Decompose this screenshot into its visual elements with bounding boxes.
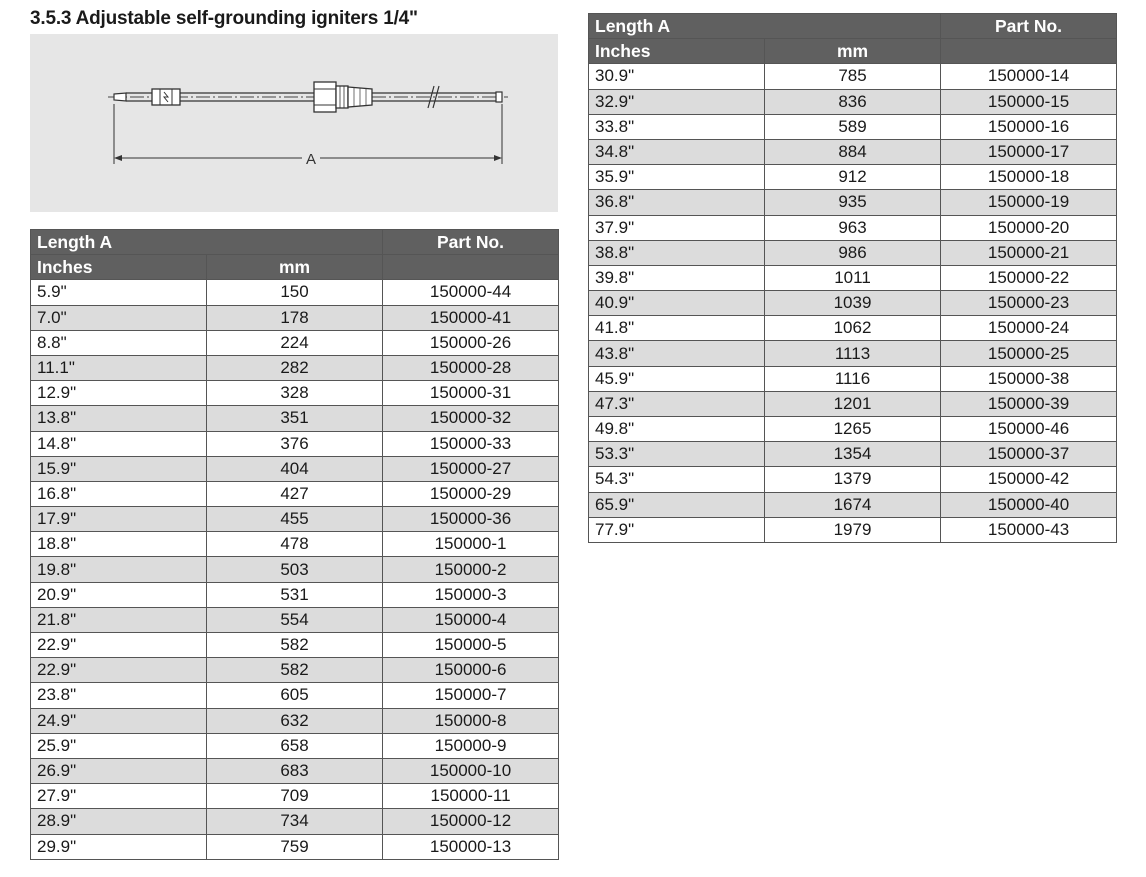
mm-cell: 1039 [765, 291, 941, 316]
inches-cell: 53.3" [589, 442, 765, 467]
part-table-right [588, 13, 1117, 543]
table-subheader-row [589, 39, 1117, 64]
part-no-cell: 150000-13 [383, 834, 559, 859]
mm-cell: 376 [207, 431, 383, 456]
table-row [589, 139, 1117, 164]
part-no-cell: 150000-46 [941, 417, 1117, 442]
inches-header: Inches [589, 39, 765, 64]
table-row [589, 341, 1117, 366]
igniter-drawing [30, 34, 558, 212]
part-no-cell: 150000-23 [941, 291, 1117, 316]
table-row [589, 240, 1117, 265]
mm-cell: 1674 [765, 492, 941, 517]
part-no-cell: 150000-39 [941, 391, 1117, 416]
mm-cell: 836 [765, 89, 941, 114]
mm-cell: 658 [207, 733, 383, 758]
part-no-cell: 150000-24 [941, 316, 1117, 341]
table-row [31, 456, 559, 481]
table-row [31, 834, 559, 859]
table-row [31, 355, 559, 380]
mm-cell: 759 [207, 834, 383, 859]
mm-cell: 605 [207, 683, 383, 708]
inches-cell: 28.9" [31, 809, 207, 834]
table-row [31, 784, 559, 809]
table-row [589, 316, 1117, 341]
mm-cell: 1201 [765, 391, 941, 416]
part-no-subheader [383, 255, 559, 280]
inches-cell: 23.8" [31, 683, 207, 708]
table-row [31, 683, 559, 708]
part-no-cell: 150000-7 [383, 683, 559, 708]
table-row [31, 532, 559, 557]
mm-cell: 1979 [765, 517, 941, 542]
inches-cell: 65.9" [589, 492, 765, 517]
part-no-cell: 150000-20 [941, 215, 1117, 240]
mm-cell: 734 [207, 809, 383, 834]
part-no-cell: 150000-36 [383, 507, 559, 532]
part-no-cell: 150000-21 [941, 240, 1117, 265]
part-no-cell: 150000-4 [383, 607, 559, 632]
part-no-cell: 150000-18 [941, 165, 1117, 190]
inches-cell: 33.8" [589, 114, 765, 139]
inches-cell: 40.9" [589, 291, 765, 316]
table-row [31, 431, 559, 456]
mm-cell: 1379 [765, 467, 941, 492]
part-no-cell: 150000-19 [941, 190, 1117, 215]
table-row [31, 708, 559, 733]
part-no-header: Part No. [941, 14, 1117, 39]
inches-cell: 54.3" [589, 467, 765, 492]
inches-cell: 22.9" [31, 658, 207, 683]
inches-cell: 41.8" [589, 316, 765, 341]
part-no-cell: 150000-40 [941, 492, 1117, 517]
table-row [589, 442, 1117, 467]
part-no-header: Part No. [383, 230, 559, 255]
table-row [31, 481, 559, 506]
part-no-cell: 150000-6 [383, 658, 559, 683]
part-no-cell: 150000-28 [383, 355, 559, 380]
mm-cell: 1265 [765, 417, 941, 442]
inches-cell: 45.9" [589, 366, 765, 391]
inches-cell: 26.9" [31, 758, 207, 783]
inches-cell: 8.8" [31, 330, 207, 355]
table-row [589, 417, 1117, 442]
part-no-cell: 150000-38 [941, 366, 1117, 391]
mm-cell: 1062 [765, 316, 941, 341]
inches-cell: 11.1" [31, 355, 207, 380]
table-row [31, 305, 559, 330]
mm-cell: 1113 [765, 341, 941, 366]
part-no-cell: 150000-41 [383, 305, 559, 330]
table-row [589, 165, 1117, 190]
inches-cell: 49.8" [589, 417, 765, 442]
part-no-cell: 150000-11 [383, 784, 559, 809]
mm-cell: 1116 [765, 366, 941, 391]
table-row [589, 291, 1117, 316]
inches-cell: 27.9" [31, 784, 207, 809]
part-no-cell: 150000-32 [383, 406, 559, 431]
table-row [589, 517, 1117, 542]
inches-cell: 36.8" [589, 190, 765, 215]
mm-cell: 150 [207, 280, 383, 305]
part-no-cell: 150000-43 [941, 517, 1117, 542]
mm-cell: 1354 [765, 442, 941, 467]
table-row [589, 64, 1117, 89]
table-row [589, 366, 1117, 391]
inches-cell: 47.3" [589, 391, 765, 416]
inches-cell: 18.8" [31, 532, 207, 557]
table-row [589, 114, 1117, 139]
inches-cell: 34.8" [589, 139, 765, 164]
dimension-label-a: A [305, 151, 317, 168]
inches-cell: 19.8" [31, 557, 207, 582]
mm-cell: 282 [207, 355, 383, 380]
table-row [31, 809, 559, 834]
inches-cell: 25.9" [31, 733, 207, 758]
table-row [31, 633, 559, 658]
mm-cell: 455 [207, 507, 383, 532]
table-body [589, 64, 1117, 543]
table-row [589, 467, 1117, 492]
inches-cell: 37.9" [589, 215, 765, 240]
table-row [589, 190, 1117, 215]
mm-cell: 531 [207, 582, 383, 607]
mm-cell: 589 [765, 114, 941, 139]
part-no-cell: 150000-17 [941, 139, 1117, 164]
table-row [589, 89, 1117, 114]
table-row [589, 492, 1117, 517]
inches-cell: 17.9" [31, 507, 207, 532]
table-row [31, 557, 559, 582]
inches-cell: 20.9" [31, 582, 207, 607]
part-no-cell: 150000-44 [383, 280, 559, 305]
part-no-cell: 150000-3 [383, 582, 559, 607]
part-no-cell: 150000-26 [383, 330, 559, 355]
igniter-diagram [30, 34, 558, 212]
table-row [31, 733, 559, 758]
mm-cell: 427 [207, 481, 383, 506]
mm-cell: 785 [765, 64, 941, 89]
mm-cell: 884 [765, 139, 941, 164]
part-no-cell: 150000-5 [383, 633, 559, 658]
page-title: 3.5.3 Adjustable self-grounding igniters 1/4" [30, 8, 418, 29]
mm-cell: 404 [207, 456, 383, 481]
mm-cell: 582 [207, 633, 383, 658]
mm-cell: 935 [765, 190, 941, 215]
table-row [31, 507, 559, 532]
part-no-cell: 150000-8 [383, 708, 559, 733]
table-row [589, 265, 1117, 290]
mm-cell: 503 [207, 557, 383, 582]
part-no-cell: 150000-12 [383, 809, 559, 834]
mm-cell: 632 [207, 708, 383, 733]
part-no-cell: 150000-25 [941, 341, 1117, 366]
inches-cell: 30.9" [589, 64, 765, 89]
table-row [589, 215, 1117, 240]
inches-cell: 14.8" [31, 431, 207, 456]
length-a-header: Length A [589, 14, 941, 39]
mm-cell: 478 [207, 532, 383, 557]
mm-cell: 963 [765, 215, 941, 240]
table-row [31, 582, 559, 607]
table-row [589, 391, 1117, 416]
part-no-cell: 150000-27 [383, 456, 559, 481]
mm-cell: 709 [207, 784, 383, 809]
part-no-cell: 150000-10 [383, 758, 559, 783]
mm-cell: 224 [207, 330, 383, 355]
mm-cell: 351 [207, 406, 383, 431]
inches-cell: 77.9" [589, 517, 765, 542]
inches-cell: 32.9" [589, 89, 765, 114]
mm-cell: 328 [207, 381, 383, 406]
mm-cell: 1011 [765, 265, 941, 290]
part-no-cell: 150000-16 [941, 114, 1117, 139]
mm-cell: 912 [765, 165, 941, 190]
inches-cell: 12.9" [31, 381, 207, 406]
table-body [31, 280, 559, 859]
table-row [31, 658, 559, 683]
part-no-cell: 150000-33 [383, 431, 559, 456]
inches-cell: 29.9" [31, 834, 207, 859]
table-row [31, 330, 559, 355]
table-row [31, 607, 559, 632]
mm-cell: 986 [765, 240, 941, 265]
mm-cell: 582 [207, 658, 383, 683]
inches-header: Inches [31, 255, 207, 280]
table-row [31, 758, 559, 783]
inches-cell: 7.0" [31, 305, 207, 330]
part-no-cell: 150000-2 [383, 557, 559, 582]
part-no-cell: 150000-14 [941, 64, 1117, 89]
part-no-cell: 150000-1 [383, 532, 559, 557]
inches-cell: 22.9" [31, 633, 207, 658]
length-a-header: Length A [31, 230, 383, 255]
inches-cell: 38.8" [589, 240, 765, 265]
table-subheader-row [31, 255, 559, 280]
part-no-cell: 150000-42 [941, 467, 1117, 492]
inches-cell: 16.8" [31, 481, 207, 506]
mm-cell: 178 [207, 305, 383, 330]
part-no-cell: 150000-22 [941, 265, 1117, 290]
part-no-cell: 150000-29 [383, 481, 559, 506]
part-no-cell: 150000-15 [941, 89, 1117, 114]
part-table-left [30, 229, 559, 860]
part-no-cell: 150000-37 [941, 442, 1117, 467]
table-header-row [31, 230, 559, 255]
inches-cell: 43.8" [589, 341, 765, 366]
inches-cell: 13.8" [31, 406, 207, 431]
part-no-cell: 150000-9 [383, 733, 559, 758]
mm-header: mm [765, 39, 941, 64]
inches-cell: 15.9" [31, 456, 207, 481]
part-no-subheader [941, 39, 1117, 64]
inches-cell: 39.8" [589, 265, 765, 290]
table-header-row [589, 14, 1117, 39]
table-row [31, 280, 559, 305]
inches-cell: 21.8" [31, 607, 207, 632]
mm-header: mm [207, 255, 383, 280]
table-row [31, 381, 559, 406]
inches-cell: 35.9" [589, 165, 765, 190]
inches-cell: 24.9" [31, 708, 207, 733]
mm-cell: 683 [207, 758, 383, 783]
inches-cell: 5.9" [31, 280, 207, 305]
part-no-cell: 150000-31 [383, 381, 559, 406]
table-row [31, 406, 559, 431]
mm-cell: 554 [207, 607, 383, 632]
